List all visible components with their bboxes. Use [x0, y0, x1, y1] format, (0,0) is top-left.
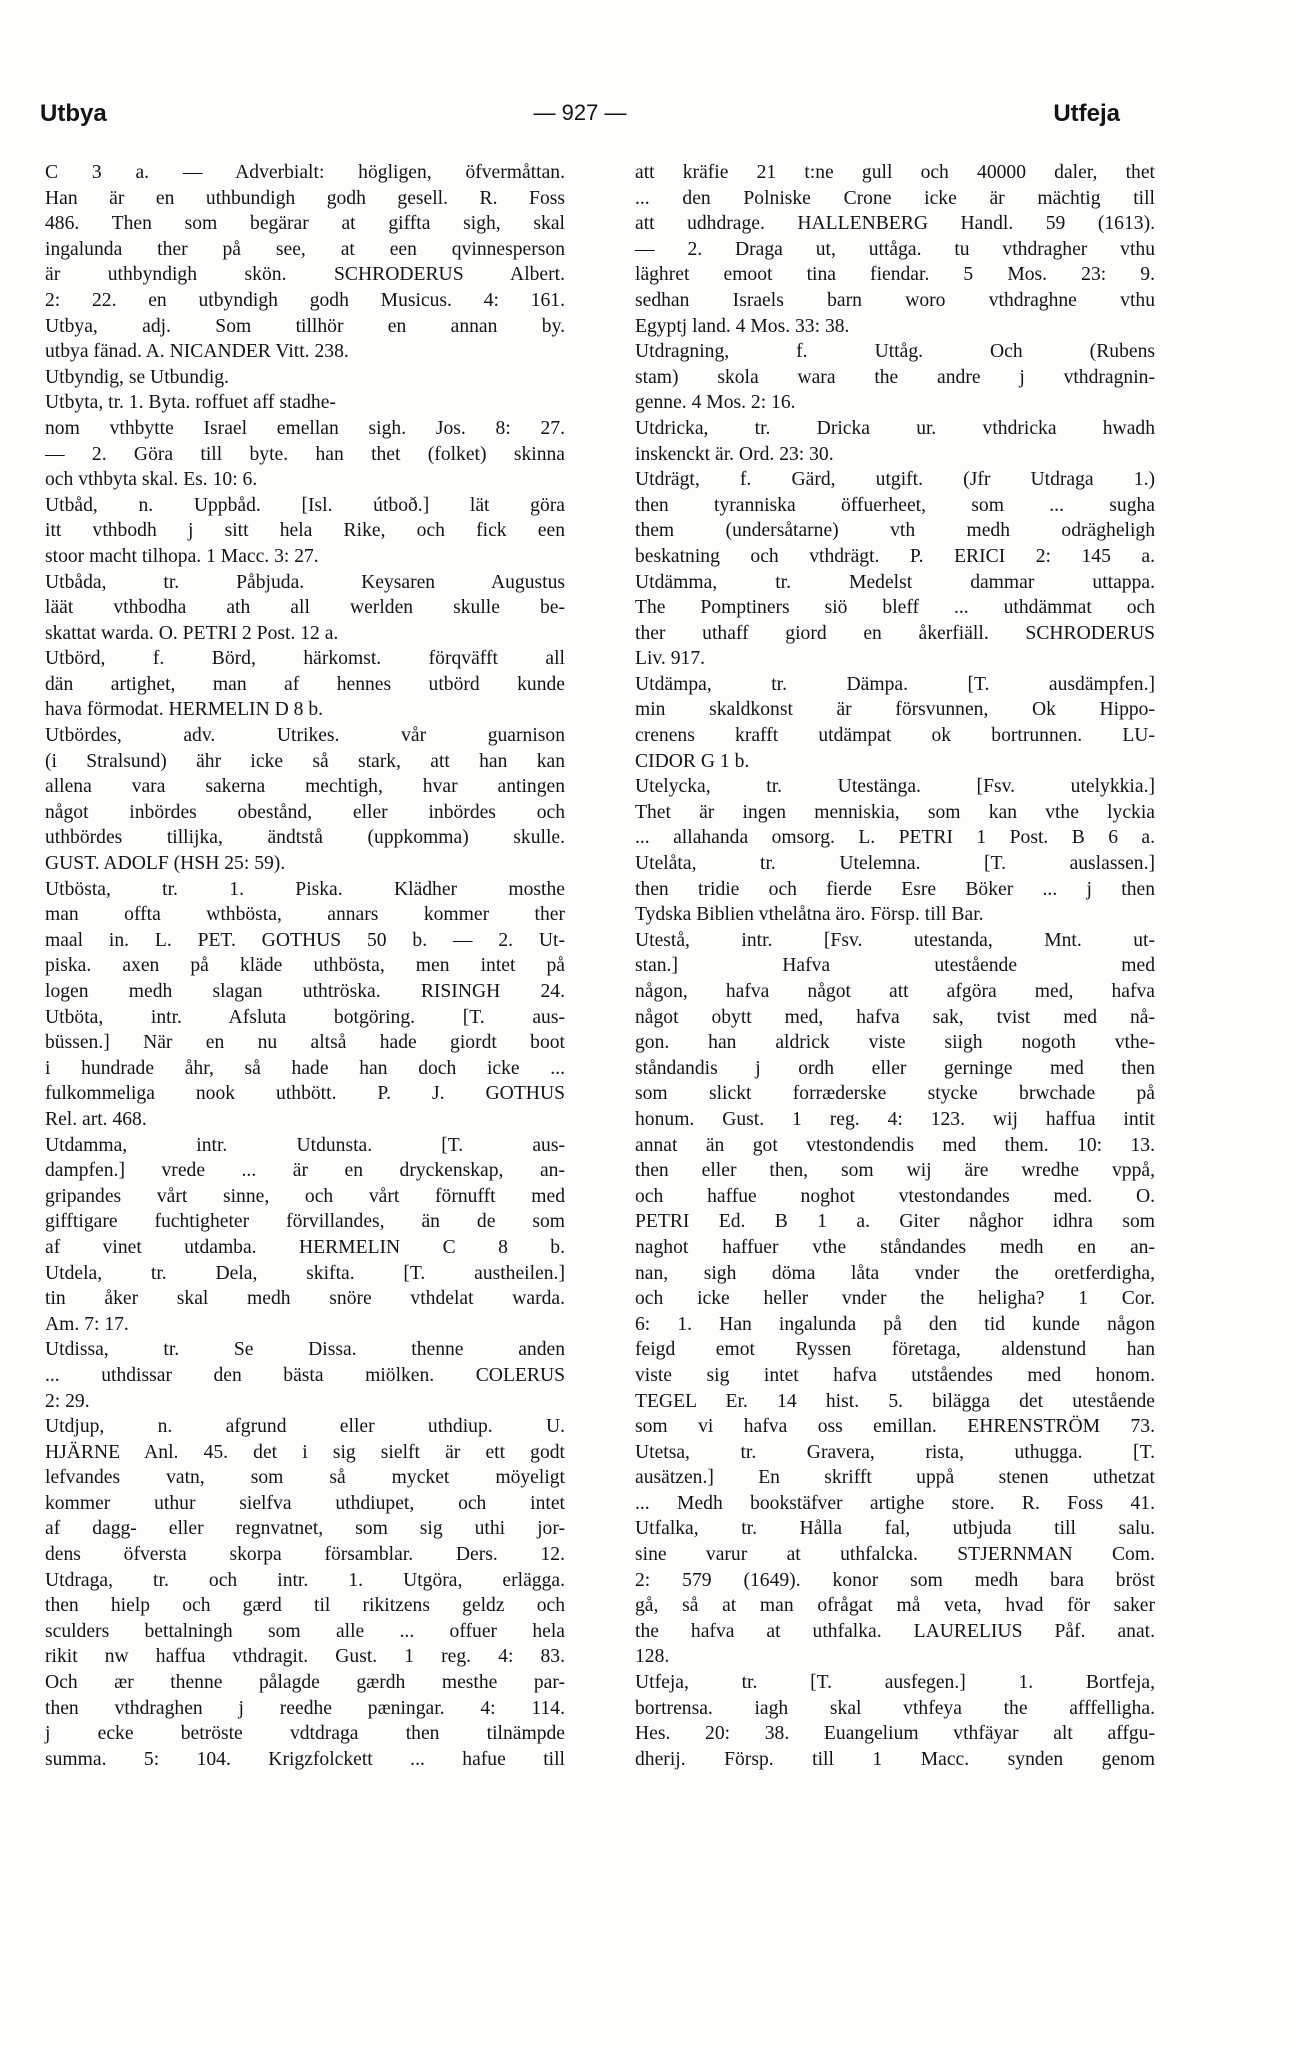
text-line: them (undersåtarne) vth medh odrägheligh	[635, 520, 1155, 542]
text-line: ... Medh bookstäfver artighe store. R. Foss 41.	[635, 1492, 1155, 1514]
text-line: gripandes vårt sinne, och vårt förnufft med	[45, 1185, 565, 1207]
text-line: allena vara sakerna mechtigh, hvar antingen	[45, 776, 565, 798]
text-line: — 2. Göra till byte. han thet (folket) skinna	[45, 443, 565, 465]
text-line: — 2. Draga ut, uttåga. tu vthdragher vthu	[635, 238, 1155, 260]
text-line: Utbåda, tr. Påbjuda. Keysaren Augustus	[45, 571, 565, 593]
text-line: ... allahanda omsorg. L. PETRI 1 Post. B 6 a.	[635, 827, 1155, 849]
text-line: dampfen.] vrede ... är en dryckenskap, an-	[45, 1160, 565, 1182]
text-line: Utetsa, tr. Gravera, rista, uthugga. [T.	[635, 1441, 1155, 1463]
text-line: 6: 1. Han ingalunda på den tid kunde någon	[635, 1313, 1155, 1335]
text-line: sedhan Israels barn woro vthdraghne vthu	[635, 289, 1155, 311]
text-line: läghret emoot tina fiendar. 5 Mos. 23: 9.	[635, 264, 1155, 286]
text-line: TEGEL Er. 14 hist. 5. bilägga det utestående	[635, 1390, 1155, 1412]
text-line: Utböta, intr. Afsluta botgöring. [T. aus-	[45, 1006, 565, 1028]
text-line: 2: 579 (1649). konor som medh bara bröst	[635, 1569, 1155, 1591]
text-line: något inbördes obestånd, eller inbördes och	[45, 801, 565, 823]
text-line: i hundrade åhr, så hade han doch icke ...	[45, 1057, 565, 1079]
text-line: sculders bettalningh som alle ... offuer hela	[45, 1620, 565, 1642]
text-line: gon. han aldrick viste siigh nogoth vthe-	[635, 1032, 1155, 1054]
text-line: Utbördes, adv. Utrikes. vår guarnison	[45, 725, 565, 747]
text-line: crenens krafft utdämpat ok bortrunnen. LU-	[635, 725, 1155, 747]
text-line: viste sig intet hafva utståendes med honom.	[635, 1364, 1155, 1386]
text-line: summa. 5: 104. Krigzfolckett ... hafue till	[45, 1748, 565, 1770]
text-line: Utdrägt, f. Gärd, utgift. (Jfr Utdraga 1.)	[635, 469, 1155, 491]
text-line: Hes. 20: 38. Euangelium vthfäyar alt affgu-	[635, 1723, 1155, 1745]
header-right-headword: Utfeja	[1053, 100, 1120, 127]
text-line: gå, så at man ofrågat må veta, hvad för saker	[635, 1595, 1155, 1617]
text-line: tin åker skal medh snöre vthdelat warda.	[45, 1288, 565, 1310]
text-line: Thet är ingen menniskia, som kan vthe lyckia	[635, 801, 1155, 823]
text-line: ... den Polniske Crone icke är mächtig till	[635, 187, 1155, 209]
text-line: dherij. Försp. till 1 Macc. synden genom	[635, 1748, 1155, 1770]
text-line: maal in. L. PET. GOTHUS 50 b. — 2. Ut-	[45, 929, 565, 951]
text-line: Utelycka, tr. Utestänga. [Fsv. utelykkia.]	[635, 776, 1155, 798]
text-line: skattat warda. O. PETRI 2 Post. 12 a.	[45, 622, 339, 644]
right-column	[635, 160, 1155, 1772]
text-line: och haffue noghot vtestondandes med. O.	[635, 1185, 1155, 1207]
text-line: Utdamma, intr. Utdunsta. [T. aus-	[45, 1134, 565, 1156]
text-line: (i Stralsund) ähr icke så stark, att han kan	[45, 750, 565, 772]
text-line: feigd emot Ryssen företaga, aldenstund han	[635, 1339, 1155, 1361]
text-line: then hielp och gærd til rikitzens geldz och	[45, 1595, 565, 1617]
text-line: 2: 29.	[45, 1390, 90, 1412]
text-line: GUST. ADOLF (HSH 25: 59).	[45, 853, 286, 875]
text-line: Utbyndig, se Utbundig.	[45, 366, 229, 388]
text-line: utbya fänad. A. NICANDER Vitt. 238.	[45, 341, 349, 363]
text-line: dens öfversta skorpa församblar. Ders. 12.	[45, 1544, 565, 1566]
text-line: PETRI Ed. B 1 a. Giter någhor idhra som	[635, 1211, 1155, 1233]
text-line: och icke heller vnder the heligha? 1 Cor.	[635, 1288, 1155, 1310]
text-line: lefvandes vatn, som så mycket möyeligt	[45, 1467, 565, 1489]
text-line: then tyranniska öffuerheet, som ... sugha	[635, 494, 1155, 516]
text-line: som vi hafva oss emillan. EHRENSTRÖM 73.	[635, 1416, 1155, 1438]
text-line: bortrensa. iagh skal vthfeya the afffelligha.	[635, 1697, 1155, 1719]
text-line: fulkommeliga nook uthbött. P. J. GOTHUS	[45, 1083, 565, 1105]
text-line: annat än got vtestondendis med them. 10: 13.	[635, 1134, 1155, 1156]
text-line: Utestå, intr. [Fsv. utestanda, Mnt. ut-	[635, 929, 1155, 951]
text-line: logen medh slagan uthtröska. RISINGH 24.	[45, 981, 565, 1002]
text-line: inskenckt är. Ord. 23: 30.	[635, 443, 834, 465]
text-line: CIDOR G 1 b.	[635, 750, 750, 772]
text-line: uthbördes tillijka, ändtstå (uppkomma) skulle.	[45, 827, 565, 849]
text-line: Utdjup, n. afgrund eller uthdiup. U.	[45, 1416, 565, 1438]
page-header	[40, 100, 1120, 140]
text-line: Utbyta, tr. 1. Byta. roffuet aff stadhe-	[45, 392, 336, 414]
text-line: att kräfie 21 t:ne gull och 40000 daler, thet	[635, 162, 1155, 183]
text-line: Rel. art. 468.	[45, 1108, 147, 1130]
text-line: att udhdrage. HALLENBERG Handl. 59 (1613).	[635, 213, 1155, 235]
text-line: 486. Then som begärar at giffta sigh, skal	[45, 213, 565, 235]
text-line: Utdämpa, tr. Dämpa. [T. ausdämpfen.]	[635, 673, 1155, 695]
text-line: af dagg- eller regnvatnet, som sig uthi jor-	[45, 1518, 565, 1540]
text-line: Utdricka, tr. Dricka ur. vthdricka hwadh	[635, 417, 1155, 439]
text-line: någon, hafva något att afgöra med, hafva	[635, 981, 1155, 1002]
text-line: ausätzen.] En skrifft uppå stenen uthetzat	[635, 1467, 1155, 1489]
text-line: Utbya, adj. Som tillhör en annan by.	[45, 315, 565, 337]
text-line: then vthdraghen j reedhe pæningar. 4: 114.	[45, 1697, 565, 1719]
text-line: Am. 7: 17.	[45, 1313, 129, 1335]
text-line: min skaldkonst är försvunnen, Ok Hippo-	[635, 699, 1155, 721]
text-line: then tridie och fierde Esre Böker ... j then	[635, 878, 1155, 900]
text-line: kommer uthur sielfva uthdiupet, och intet	[45, 1492, 565, 1514]
text-line: ... uthdissar den bästa miölken. COLERUS	[45, 1364, 565, 1386]
text-line: Utdela, tr. Dela, skifta. [T. austheilen.]	[45, 1262, 565, 1284]
text-line: ingalunda ther på see, at een qvinnesperson	[45, 238, 565, 260]
text-line: Utfeja, tr. [T. ausfegen.] 1. Bortfeja,	[635, 1672, 1155, 1694]
text-line: Utelåta, tr. Utelemna. [T. auslassen.]	[635, 853, 1155, 875]
text-line: beskatning och vthdrägt. P. ERICI 2: 145 a.	[635, 545, 1155, 567]
text-line: ståndandis j ordh eller gerninge med then	[635, 1057, 1155, 1079]
text-line: stan.] Hafva utestående med	[635, 955, 1155, 977]
text-line: Utdämma, tr. Medelst dammar uttappa.	[635, 571, 1155, 593]
text-line: Utdissa, tr. Se Dissa. thenne anden	[45, 1339, 565, 1361]
page-number: — 927 —	[533, 100, 627, 125]
text-line: Utfalka, tr. Hålla fal, utbjuda till salu.	[635, 1518, 1155, 1540]
text-line: nan, sigh döma låta vnder the oretferdigha,	[635, 1262, 1155, 1284]
text-line: läät vthbodha ath all werlden skulle be-	[45, 597, 565, 619]
text-line: genne. 4 Mos. 2: 16.	[635, 392, 796, 414]
text-line: hava förmodat. HERMELIN D 8 b.	[45, 699, 324, 721]
text-line: Tydska Biblien vthelåtna äro. Försp. till Bar.	[635, 904, 984, 926]
text-line: Egyptj land. 4 Mos. 33: 38.	[635, 315, 850, 337]
text-line: något obytt med, hafva sak, tvist med nå-	[635, 1006, 1155, 1028]
text-line: Och ær thenne pålagde gærdh mesthe par-	[45, 1672, 565, 1694]
text-line: nom vthbytte Israel emellan sigh. Jos. 8: 27.	[45, 417, 565, 439]
text-line: the hafva at uthfalka. LAURELIUS Påf. anat.	[635, 1620, 1155, 1642]
text-line: som slickt forræderske stycke brwchade på	[635, 1083, 1155, 1105]
text-line: ther uthaff giord en åkerfiäll. SCHRODERUS	[635, 622, 1155, 644]
text-line: itt vthbodh j sitt hela Rike, och fick een	[45, 520, 565, 542]
text-line: af vinet utdamba. HERMELIN C 8 b.	[45, 1236, 565, 1258]
text-line: och vthbyta skal. Es. 10: 6.	[45, 469, 258, 491]
text-line: 2: 22. en utbyndigh godh Musicus. 4: 161.	[45, 289, 565, 311]
text-line: The Pomptiners siö bleff ... uthdämmat och	[635, 597, 1155, 619]
text-line: Utbösta, tr. 1. Piska. Klädher mosthe	[45, 878, 565, 900]
text-line: Utbörd, f. Börd, härkomst. förqväfft all	[45, 648, 565, 670]
left-column	[45, 160, 565, 1772]
text-line: sine varur at uthfalcka. STJERNMAN Com.	[635, 1544, 1155, 1566]
text-line: Han är en uthbundigh godh gesell. R. Foss	[45, 187, 565, 209]
text-line: naghot haffuer vthe ståndandes medh en an-	[635, 1236, 1155, 1258]
text-line: man offta wthbösta, annars kommer ther	[45, 904, 565, 926]
text-line: dän artighet, man af hennes utbörd kunde	[45, 673, 565, 695]
text-line: büssen.] När en nu altså hade giordt boot	[45, 1032, 565, 1054]
text-line: Utdragning, f. Uttåg. Och (Rubens	[635, 341, 1155, 363]
text-line: Utdraga, tr. och intr. 1. Utgöra, erlägga.	[45, 1569, 565, 1591]
text-line: piska. axen på kläde uthbösta, men intet på	[45, 955, 565, 977]
text-line: rikit nw haffua vthdragit. Gust. 1 reg. 4: 83.	[45, 1646, 565, 1668]
text-line: Liv. 917.	[635, 648, 706, 670]
text-line: är uthbyndigh skön. SCHRODERUS Albert.	[45, 264, 565, 286]
text-line: gifftigare fuchtigheter förvillandes, än de som	[45, 1211, 565, 1233]
text-line: HJÄRNE Anl. 45. det i sig sielft är ett godt	[45, 1441, 565, 1463]
text-line: j ecke betröste vdtdraga then tilnämpde	[45, 1723, 565, 1745]
text-line: Utbåd, n. Uppbåd. [Isl. útboð.] lät göra	[45, 494, 565, 516]
text-line: stam) skola wara the andre j vthdragnin-	[635, 366, 1155, 388]
text-line: honum. Gust. 1 reg. 4: 123. wij haffua intit	[635, 1108, 1155, 1130]
text-line: then eller then, som wij äre wredhe vppå,	[635, 1160, 1155, 1182]
header-left-headword: Utbya	[40, 100, 107, 127]
text-line: C 3 a. — Adverbialt: högligen, öfvermåttan.	[45, 162, 565, 183]
text-line: stoor macht tilhopa. 1 Macc. 3: 27.	[45, 545, 319, 567]
text-line: 128.	[635, 1646, 670, 1668]
